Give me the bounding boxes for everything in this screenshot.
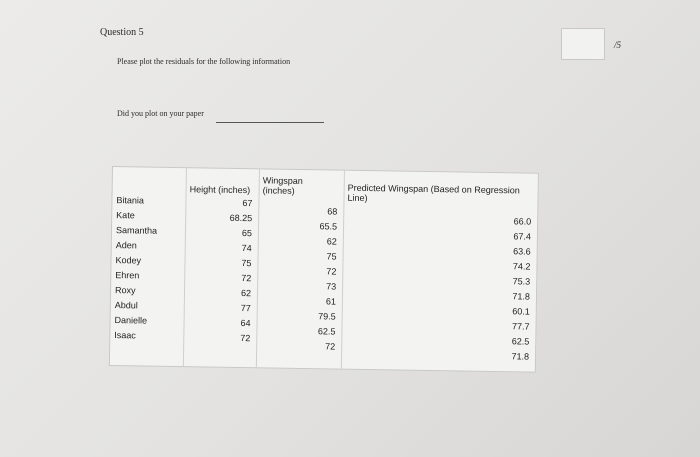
- predicted-header-line1: Predicted Wingspan (Based on Regression: [347, 182, 520, 196]
- predicted-cell: 71.8: [512, 291, 531, 302]
- predicted-cell: 75.3: [512, 276, 531, 287]
- name-cell: Ehren: [115, 270, 140, 281]
- predicted-cell: 71.8: [511, 351, 530, 362]
- points-input-box[interactable]: [561, 28, 605, 60]
- wingspan-cell: 72: [326, 266, 337, 277]
- height-cell: 62: [240, 288, 252, 299]
- predicted-cell: 62.5: [511, 336, 530, 347]
- height-cell: 68.25: [229, 212, 253, 224]
- wingspan-cell: 79.5: [318, 311, 336, 322]
- wingspan-cell: 62.5: [317, 326, 336, 337]
- name-cell: Isaac: [114, 330, 136, 341]
- predicted-header-line2: Line): [347, 192, 368, 204]
- height-cell: 72: [240, 333, 251, 344]
- name-cell: Roxy: [114, 285, 136, 296]
- height-cell: 74: [241, 243, 252, 254]
- wingspan-cell: 75: [326, 251, 337, 262]
- question-title: Question 5: [100, 27, 144, 38]
- wingspan-cell: 72: [325, 341, 336, 352]
- data-table: [109, 166, 539, 373]
- points-label: /5: [614, 40, 622, 50]
- predicted-cell: 63.6: [513, 246, 531, 257]
- wingspan-cell: 68: [327, 206, 338, 217]
- predicted-cell: 60.1: [512, 306, 530, 317]
- height-cell: 75: [241, 258, 252, 269]
- wingspan-header-line1: Wingspan: [262, 175, 303, 186]
- height-header: Height (inches): [189, 184, 251, 196]
- answer-line: [216, 122, 324, 123]
- name-cell: Danielle: [114, 315, 148, 326]
- height-cell: 65: [241, 228, 253, 239]
- wingspan-header-line2: (inches): [262, 185, 295, 196]
- height-cell: 64: [240, 318, 251, 329]
- instruction-text: Please plot the residuals for the following information: [117, 57, 291, 66]
- wingspan-cell: 61: [325, 296, 336, 307]
- predicted-column: [341, 171, 538, 372]
- wingspan-cell: 62: [326, 236, 337, 247]
- wingspan-cell: 73: [326, 281, 337, 292]
- height-column: [183, 168, 260, 367]
- predicted-cell: 66.0: [513, 216, 532, 227]
- name-cell: Kate: [116, 210, 135, 221]
- height-cell: 72: [241, 273, 252, 284]
- name-cell: Kodey: [115, 255, 142, 266]
- wingspan-column: [256, 169, 345, 368]
- predicted-cell: 74.2: [512, 261, 531, 272]
- name-column: [110, 167, 187, 366]
- height-cell: 77: [240, 303, 251, 314]
- height-cell: 67: [242, 198, 253, 209]
- predicted-cell: 67.4: [513, 231, 532, 242]
- name-cell: Bitania: [116, 195, 145, 206]
- plot-question: Did you plot on your paper: [117, 109, 204, 118]
- name-cell: Samantha: [115, 225, 158, 236]
- name-cell: Aden: [115, 240, 137, 251]
- name-cell: Abdul: [114, 300, 138, 311]
- predicted-cell: 77.7: [511, 321, 530, 332]
- wingspan-cell: 65.5: [319, 221, 338, 232]
